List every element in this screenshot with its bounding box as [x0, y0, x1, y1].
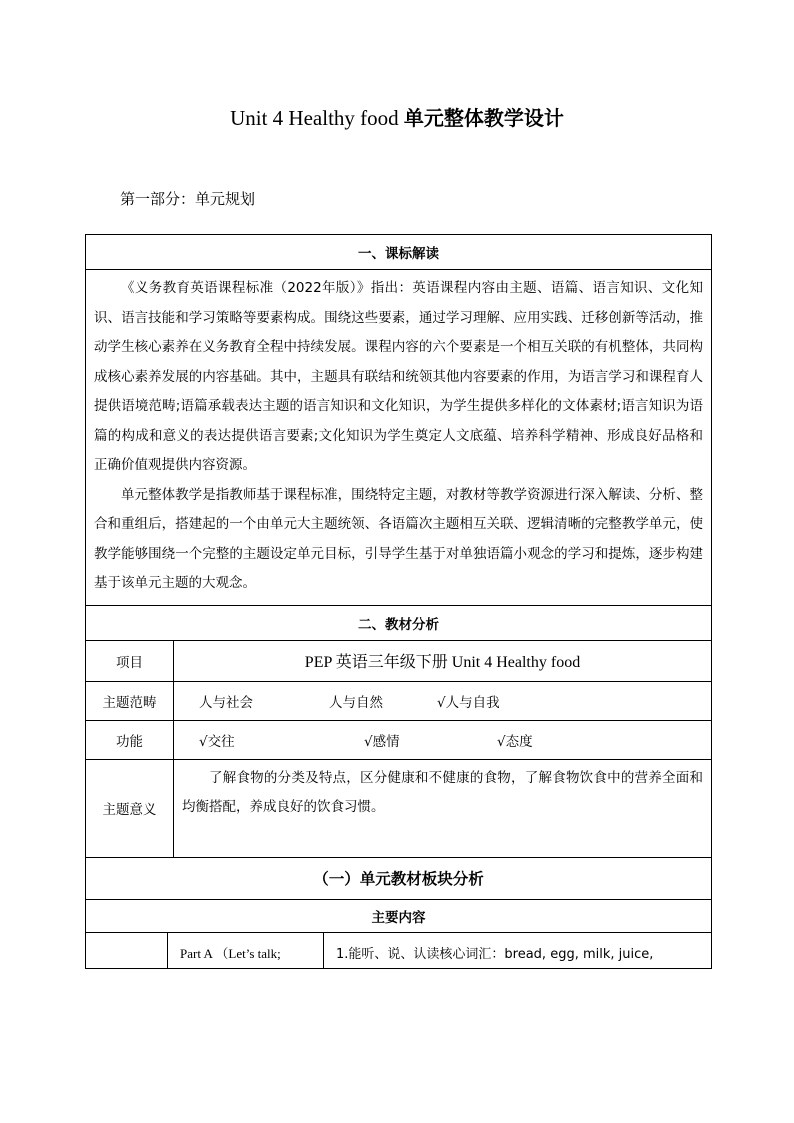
- section-header-module-analysis: （一）单元教材板块分析: [86, 857, 712, 899]
- section-header-curriculum: 一、课标解读: [86, 235, 712, 270]
- item-label: 项目: [86, 640, 174, 681]
- curriculum-paragraph-2: 单元整体教学是指教师基于课程标准，围绕特定主题，对教材等教学资源进行深入解读、分析、整合和重组后，搭建起的一个由单元大主题统领、各语篇次主题相互关联、逻辑清晰的完整教学单元，使教学能够围绕一个完整的主题设定单元目标，引导学生基于对单独语篇小观念的学习和提炼，逐步构建基于该单元主题的大观念。: [94, 486, 703, 591]
- function-option-checked: √态度: [497, 733, 533, 750]
- category-label: 主题范畴: [86, 681, 174, 720]
- curriculum-interpretation: [86, 270, 712, 606]
- part-heading: 第一部分：单元规划: [120, 190, 256, 208]
- part-a-cell: Part A （Let’s talk;: [168, 932, 324, 968]
- goal-cell: 1.能听、说、认读核心词汇：bread, egg, milk, juice,: [324, 932, 712, 968]
- function-option-checked: √感情: [364, 733, 400, 750]
- title-chinese: 单元整体教学设计: [403, 106, 564, 130]
- function-option-checked: √交往: [199, 733, 235, 750]
- meaning-text: 了解食物的分类及特点，区分健康和不健康的食物，了解食物饮食中的营养全面和均衡搭配，养成良好的饮食习惯。: [174, 759, 712, 857]
- category-option-checked: √人与自我: [437, 694, 500, 711]
- title-english: Unit 4 Healthy food: [230, 106, 404, 130]
- curriculum-paragraph-1: 《义务教育英语课程标准（2022年版）》指出：英语课程内容由主题、语篇、语言知识、文化知识、语言技能和学习策略等要素构成。围绕这些要素，通过学习理解、应用实践、迁移创新等活动，推动学生核心素养在义务教育全程中持续发展。课程内容的六个要素是一个相互关联的有机整体，共同构成核心素养发展的内容基础。其中，主题具有联结和统领其他内容要素的作用，为语言学习和课程育人提供语境范畴;语篇承载表达主题的语言知识和文化知识，为学生提供多样化的文体素材;语言知识为语篇的构成和意义的表达提供语言要素;文化知识为学生奠定人文底蕴、培养科学精神、形成良好品格和正确价值观提供内容资源。: [94, 280, 703, 473]
- meaning-label: 主题意义: [86, 759, 174, 857]
- function-options: [174, 720, 712, 759]
- category-option: 人与自然: [329, 694, 383, 711]
- section-header-textbook: 二、教材分析: [86, 605, 712, 640]
- empty-cell: [86, 932, 168, 968]
- function-label: 功能: [86, 720, 174, 759]
- main-content-header: 主要内容: [86, 899, 712, 932]
- category-options: [174, 681, 712, 720]
- unit-planning-table: [85, 234, 712, 969]
- item-value: PEP 英语三年级下册 Unit 4 Healthy food: [174, 640, 712, 681]
- document-title: [0, 104, 794, 132]
- category-option: 人与社会: [199, 694, 253, 711]
